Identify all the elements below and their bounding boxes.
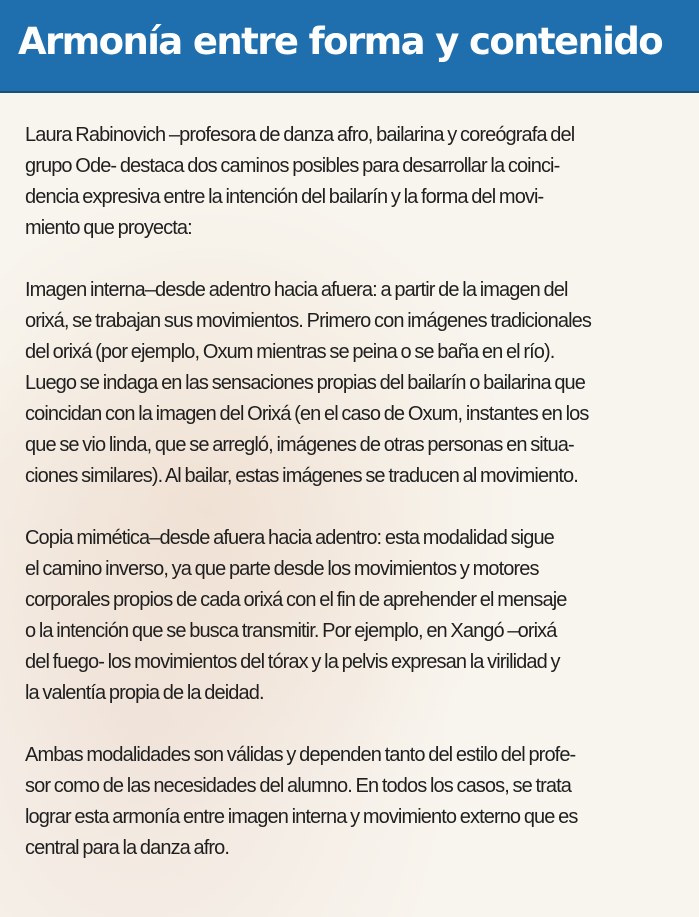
text-line: del orixá (por ejemplo, Oxum mientras se peina o se baña en el río).	[25, 341, 555, 363]
text-line: miento que proyecta:	[25, 217, 192, 239]
text-line: la valentía propia de la deidad.	[25, 682, 264, 704]
paragraph-copia-mimetica	[25, 523, 685, 709]
article-body	[25, 120, 685, 895]
text-line: lograr esta armonía entre imagen interna y movimiento externo que es	[25, 806, 578, 828]
text-line: Luego se indaga en las sensaciones propias del bailarín o bailarina que	[25, 372, 585, 394]
page-title: Armonía entre forma y contenido	[18, 20, 663, 63]
paragraph-intro	[25, 120, 685, 244]
text-line: orixá, se trabajan sus movimientos. Primero con imágenes tradicionales	[25, 310, 591, 332]
text-line: o la intención que se busca transmitir. Por ejemplo, en Xangó –orixá	[25, 620, 557, 642]
title-banner	[0, 0, 699, 93]
text-line: Copia mimética–desde afuera hacia adentro: esta modalidad sigue	[25, 527, 554, 549]
text-line: central para la danza afro.	[25, 837, 230, 859]
text-line: grupo Ode- destaca dos caminos posibles para desarrollar la coinci-	[25, 155, 560, 177]
text-line: ciones similares). Al bailar, estas imágenes se traducen al movimiento.	[25, 465, 578, 487]
text-line: Ambas modalidades son válidas y dependen tanto del estilo del profe-	[25, 744, 576, 766]
text-line: el camino inverso, ya que parte desde los movimientos y motores	[25, 558, 539, 580]
text-line: del fuego- los movimientos del tórax y la pelvis expresan la virilidad y	[25, 651, 560, 673]
paragraph-conclusion	[25, 740, 685, 864]
text-line: sor como de las necesidades del alumno. En todos los casos, se trata	[25, 775, 572, 797]
text-line: dencia expresiva entre la intención del bailarín y la forma del movi-	[25, 186, 544, 208]
paragraph-imagen-interna	[25, 275, 685, 492]
text-line: Imagen interna–desde adentro hacia afuera: a partir de la imagen del	[25, 279, 568, 301]
text-line: que se vio linda, que se arregló, imágenes de otras personas en situa-	[25, 434, 574, 456]
text-line: Laura Rabinovich –profesora de danza afro, bailarina y coreógrafa del	[25, 124, 575, 146]
text-line: coincidan con la imagen del Orixá (en el caso de Oxum, instantes en los	[25, 403, 589, 425]
text-line: corporales propios de cada orixá con el fin de aprehender el mensaje	[25, 589, 567, 611]
